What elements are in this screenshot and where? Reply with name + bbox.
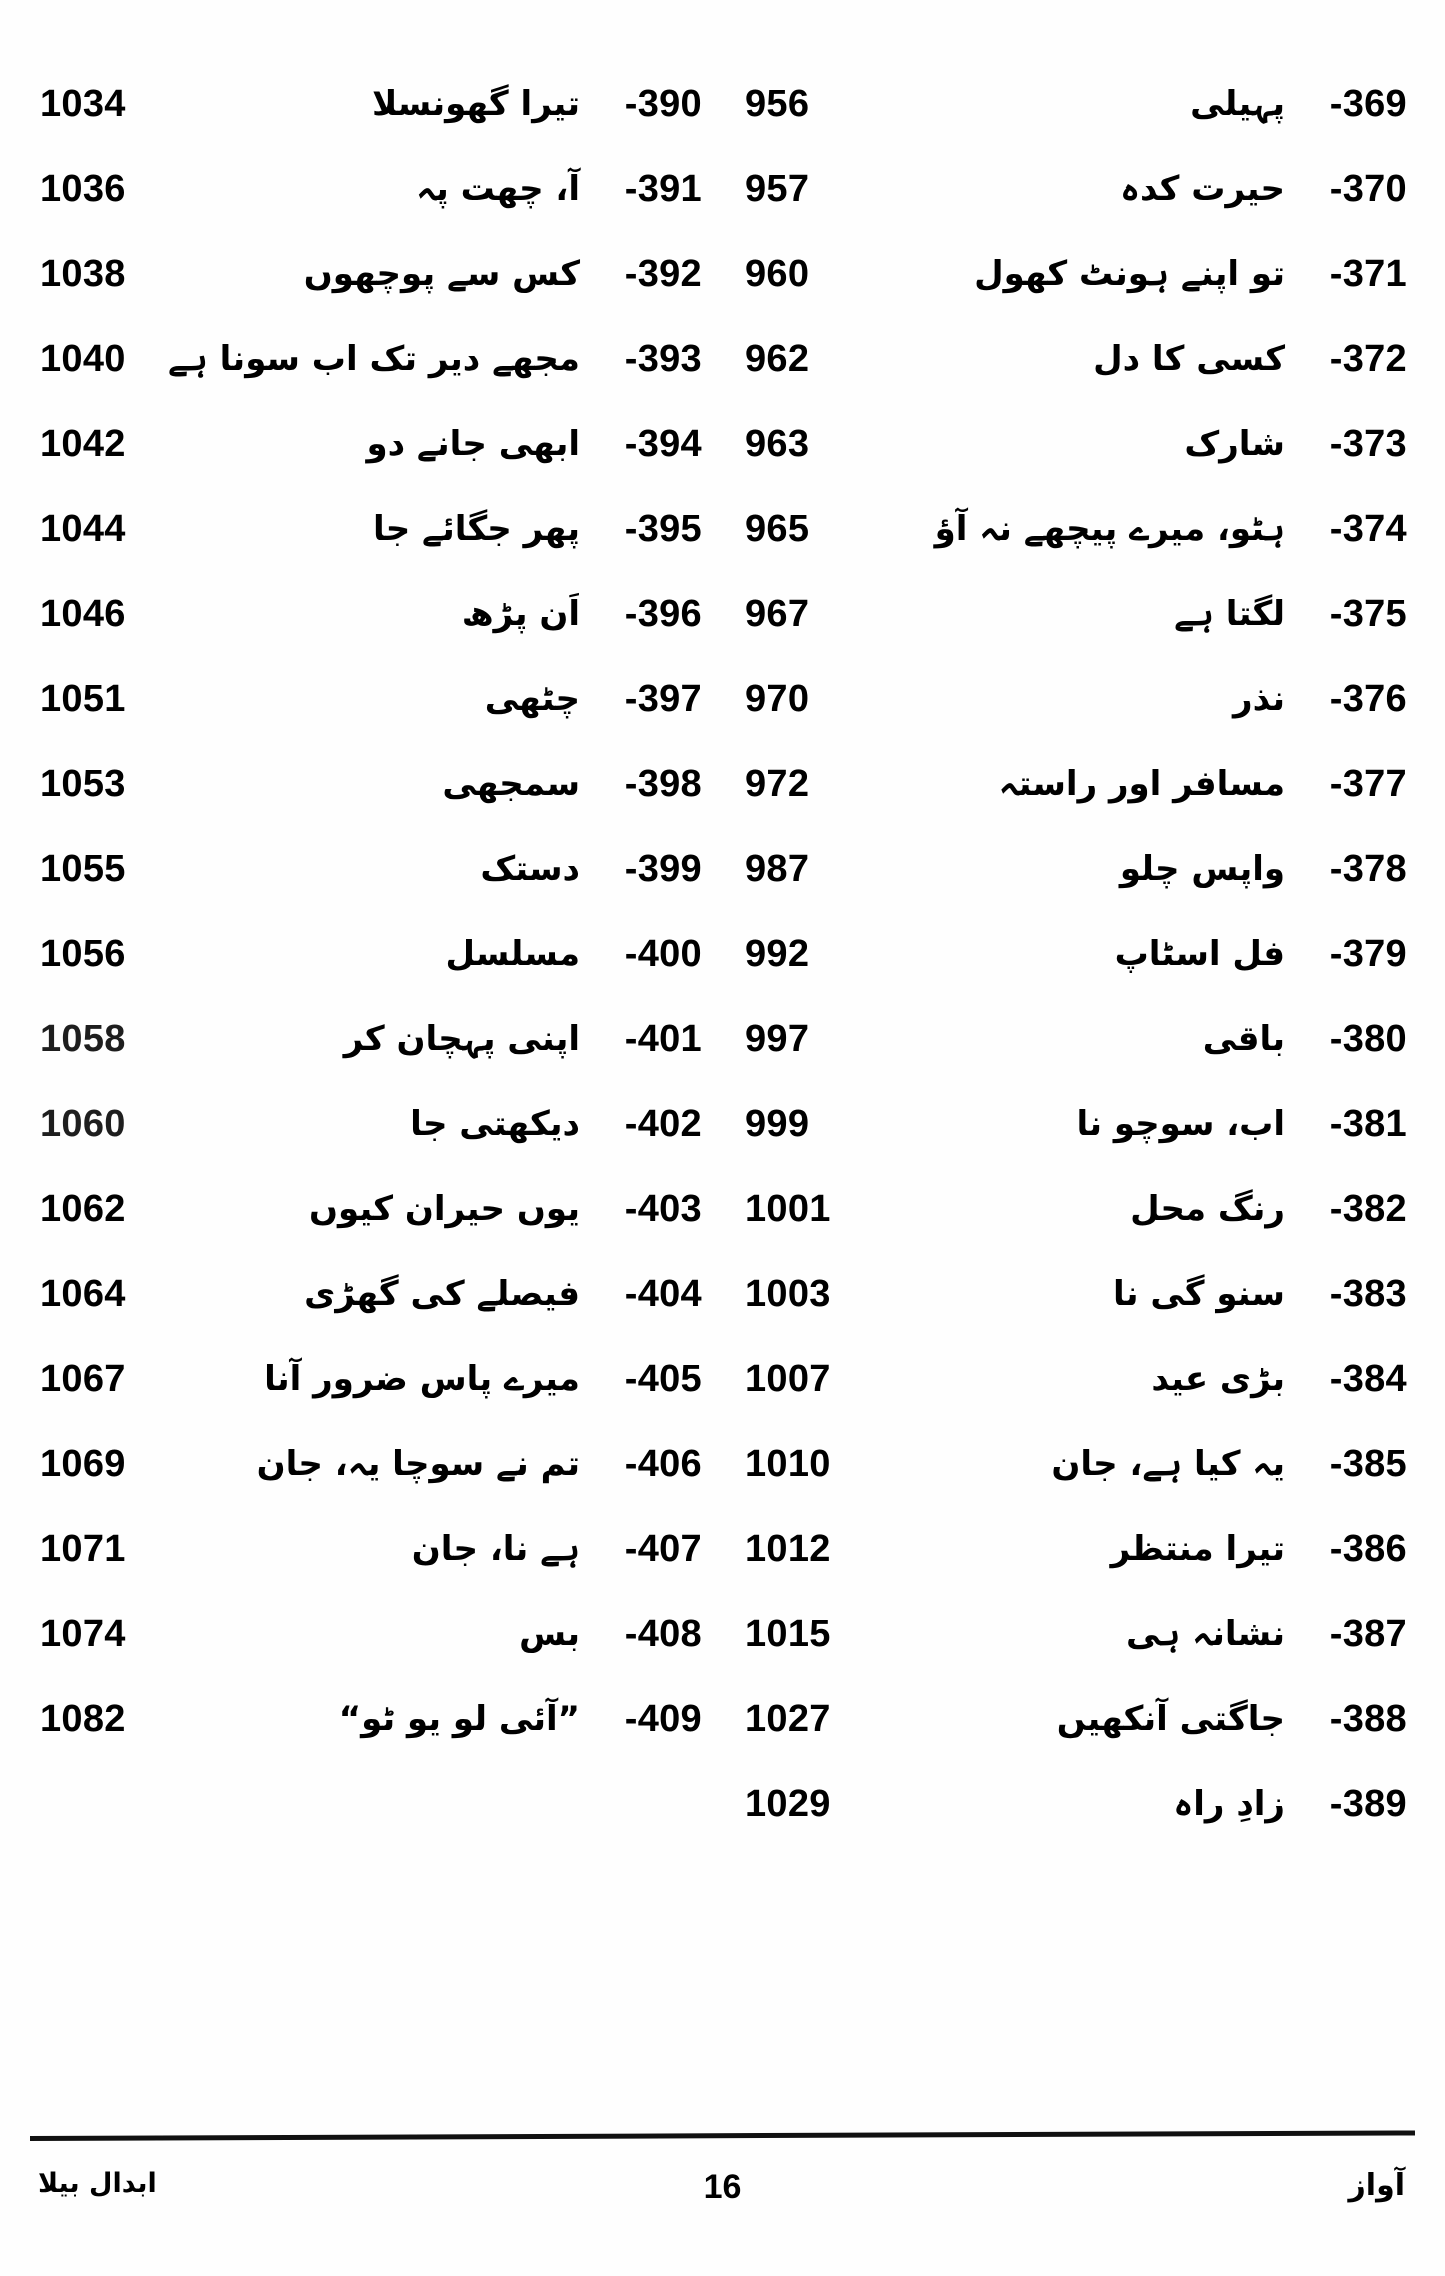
entry-page-number: 1010 [745, 1442, 831, 1485]
entry-title: کس سے پوچھوں [303, 253, 580, 294]
entry-index-number: -370 [1329, 167, 1407, 210]
entry-page-number: 965 [745, 507, 810, 550]
entry-page-number: 1069 [40, 1442, 126, 1485]
entry-title: تیرا منتظر [1110, 1528, 1285, 1569]
entry-index-number: -394 [624, 422, 702, 465]
entry-page-number: 956 [745, 82, 810, 125]
entry-index-number: -378 [1329, 847, 1407, 890]
table-row [731, 402, 1419, 487]
table-row [26, 1337, 714, 1422]
table-row [731, 1592, 1419, 1677]
entry-index-number: -389 [1329, 1782, 1407, 1825]
entry-title: حیرت کدہ [1120, 168, 1285, 209]
entry-index-number: -374 [1329, 507, 1407, 550]
table-row [731, 572, 1419, 657]
table-row [26, 742, 714, 827]
entry-index-number: -404 [624, 1272, 702, 1315]
table-row [731, 317, 1419, 402]
entry-page-number: 1067 [40, 1357, 126, 1400]
entry-index-number: -382 [1329, 1187, 1407, 1230]
table-row [731, 1677, 1419, 1762]
entry-page-number: 1058 [40, 1017, 126, 1060]
entry-index-number: -377 [1329, 762, 1407, 805]
entry-index-number: -399 [624, 847, 702, 890]
entry-title: ابھی جانے دو [366, 423, 580, 464]
entry-page-number: 1053 [40, 762, 126, 805]
entry-title: تو اپنے ہونٹ کھول [974, 253, 1285, 294]
entry-title: واپس چلو [1119, 848, 1285, 889]
entry-index-number: -386 [1329, 1527, 1407, 1570]
toc-half-left [26, 62, 714, 2042]
table-row [26, 657, 714, 742]
table-row [731, 147, 1419, 232]
table-row [731, 232, 1419, 317]
entry-page-number: 1036 [40, 167, 126, 210]
table-row [731, 1167, 1419, 1252]
entry-index-number: -402 [624, 1102, 702, 1145]
entry-title: مجھے دیر تک اب سونا ہے [167, 338, 580, 379]
entry-page-number: 1082 [40, 1697, 126, 1740]
table-row [731, 1422, 1419, 1507]
entry-index-number: -372 [1329, 337, 1407, 380]
entry-index-number: -407 [624, 1527, 702, 1570]
entry-page-number: 1042 [40, 422, 126, 465]
table-row [26, 912, 714, 997]
entry-title: چٹھی [484, 678, 580, 719]
entry-index-number: -391 [624, 167, 702, 210]
table-row [731, 1337, 1419, 1422]
entry-index-number: -408 [624, 1612, 702, 1655]
entry-index-number: -379 [1329, 932, 1407, 975]
entry-index-number: -393 [624, 337, 702, 380]
entry-index-number: -376 [1329, 677, 1407, 720]
footer-book-title: آواز [1348, 2168, 1405, 2203]
entry-title: بڑی عید [1151, 1358, 1285, 1399]
table-row [26, 402, 714, 487]
table-row [26, 1252, 714, 1337]
table-row [26, 317, 714, 402]
entry-title: کسی کا دل [1093, 338, 1285, 379]
table-row [731, 742, 1419, 827]
entry-title: فیصلے کی گھڑی [304, 1273, 580, 1314]
entry-title: بس [519, 1613, 580, 1654]
table-row [26, 997, 714, 1082]
page-footer [30, 2168, 1415, 2248]
footer-author: ابدال بیلا [38, 2168, 157, 2199]
table-row [26, 1082, 714, 1167]
entry-page-number: 1074 [40, 1612, 126, 1655]
table-row [26, 827, 714, 912]
entry-title: رنگ محل [1130, 1188, 1285, 1229]
entry-title: پھر جگائے جا [372, 508, 580, 549]
entry-index-number: -369 [1329, 82, 1407, 125]
entry-page-number: 1060 [40, 1102, 126, 1145]
toc-rows-left [26, 62, 714, 1762]
entry-title: تم نے سوچا یہ، جان [256, 1443, 580, 1484]
toc-table-right [731, 62, 1419, 1847]
entry-index-number: -381 [1329, 1102, 1407, 1145]
entry-title: آ، چھت پہ [416, 168, 580, 209]
entry-page-number: 1038 [40, 252, 126, 295]
entry-title: یوں حیران کیوں [309, 1188, 580, 1229]
entry-title: مسافر اور راستہ [998, 763, 1285, 804]
table-row [26, 1592, 714, 1677]
entry-index-number: -383 [1329, 1272, 1407, 1315]
table-row [26, 147, 714, 232]
entry-page-number: 1064 [40, 1272, 126, 1315]
page-number: 16 [703, 2168, 742, 2206]
entry-title: جاگتی آنکھیں [1056, 1698, 1285, 1739]
entry-page-number: 972 [745, 762, 810, 805]
entry-title: ہے نا، جان [411, 1528, 580, 1569]
entry-title: دستک [480, 848, 580, 889]
entry-index-number: -385 [1329, 1442, 1407, 1485]
toc-table-left [26, 62, 714, 1762]
entry-index-number: -388 [1329, 1697, 1407, 1740]
entry-page-number: 1040 [40, 337, 126, 380]
entry-index-number: -380 [1329, 1017, 1407, 1060]
entry-title: فل اسٹاپ [1114, 933, 1285, 974]
entry-page-number: 1034 [40, 82, 126, 125]
entry-page-number: 1001 [745, 1187, 831, 1230]
entry-page-number: 1044 [40, 507, 126, 550]
entry-index-number: -409 [624, 1697, 702, 1740]
entry-title: اَن پڑھ [461, 593, 580, 634]
entry-title: ”آئی لو یو ٹو“ [338, 1698, 580, 1739]
entry-index-number: -384 [1329, 1357, 1407, 1400]
entry-title: زادِ راہ [1173, 1783, 1285, 1824]
table-row [731, 1507, 1419, 1592]
entry-page-number: 987 [745, 847, 810, 890]
entry-index-number: -373 [1329, 422, 1407, 465]
entry-page-number: 1015 [745, 1612, 831, 1655]
entry-page-number: 1046 [40, 592, 126, 635]
table-row [26, 1167, 714, 1252]
entry-index-number: -406 [624, 1442, 702, 1485]
entry-title: پہیلی [1190, 83, 1285, 124]
entry-title: تیرا گھونسلا [371, 83, 580, 124]
entry-title: دیکھتی جا [410, 1103, 580, 1144]
entry-title: اپنی پہچان کر [343, 1018, 580, 1059]
entry-page-number: 960 [745, 252, 810, 295]
entry-index-number: -396 [624, 592, 702, 635]
table-row [26, 572, 714, 657]
table-row [731, 657, 1419, 742]
entry-title: مسلسل [445, 933, 580, 974]
entry-title: ہٹو، میرے پیچھے نہ آؤ [934, 508, 1285, 549]
entry-page-number: 1062 [40, 1187, 126, 1230]
entry-title: شارک [1184, 423, 1285, 464]
entry-index-number: -400 [624, 932, 702, 975]
entry-page-number: 1056 [40, 932, 126, 975]
entry-page-number: 963 [745, 422, 810, 465]
table-row [26, 1677, 714, 1762]
entry-title: نشانہ ہی [1126, 1613, 1285, 1654]
entry-index-number: -390 [624, 82, 702, 125]
table-row [26, 232, 714, 317]
entry-title: سمجھی [442, 763, 580, 804]
entry-page-number: 997 [745, 1017, 810, 1060]
entry-page-number: 970 [745, 677, 810, 720]
entry-index-number: -387 [1329, 1612, 1407, 1655]
entry-page-number: 957 [745, 167, 810, 210]
entry-page-number: 1071 [40, 1527, 126, 1570]
entry-page-number: 967 [745, 592, 810, 635]
entry-page-number: 1007 [745, 1357, 831, 1400]
entry-page-number: 1012 [745, 1527, 831, 1570]
entry-index-number: -392 [624, 252, 702, 295]
entry-index-number: -371 [1329, 252, 1407, 295]
entry-title: میرے پاس ضرور آنا [264, 1358, 580, 1399]
entry-index-number: -397 [624, 677, 702, 720]
table-row [26, 62, 714, 147]
table-row [731, 827, 1419, 912]
footer-divider [30, 2130, 1415, 2141]
table-row [731, 912, 1419, 997]
entry-index-number: -405 [624, 1357, 702, 1400]
entry-index-number: -395 [624, 507, 702, 550]
entry-index-number: -401 [624, 1017, 702, 1060]
table-row [731, 1252, 1419, 1337]
entry-page-number: 1051 [40, 677, 126, 720]
entry-title: سنو گی نا [1112, 1273, 1285, 1314]
entry-title: یہ کیا ہے، جان [1051, 1443, 1285, 1484]
entry-page-number: 962 [745, 337, 810, 380]
table-row [731, 62, 1419, 147]
table-row [26, 1422, 714, 1507]
entry-index-number: -375 [1329, 592, 1407, 635]
table-row [26, 487, 714, 572]
table-row [731, 997, 1419, 1082]
entry-page-number: 992 [745, 932, 810, 975]
table-row [731, 1082, 1419, 1167]
table-row [731, 487, 1419, 572]
entry-title: باقی [1202, 1018, 1285, 1059]
entry-page-number: 1003 [745, 1272, 831, 1315]
entry-title: اب، سوچو نا [1076, 1103, 1285, 1144]
entry-title: لگتا ہے [1174, 593, 1285, 634]
entry-title: نذر [1233, 678, 1285, 719]
entry-page-number: 999 [745, 1102, 810, 1145]
table-row [731, 1762, 1419, 1847]
entry-page-number: 1029 [745, 1782, 831, 1825]
entry-index-number: -403 [624, 1187, 702, 1230]
entry-index-number: -398 [624, 762, 702, 805]
entry-page-number: 1027 [745, 1697, 831, 1740]
entry-page-number: 1055 [40, 847, 126, 890]
table-row [26, 1507, 714, 1592]
table-of-contents [26, 62, 1419, 2042]
toc-half-right [731, 62, 1419, 2042]
toc-rows-right [731, 62, 1419, 1847]
